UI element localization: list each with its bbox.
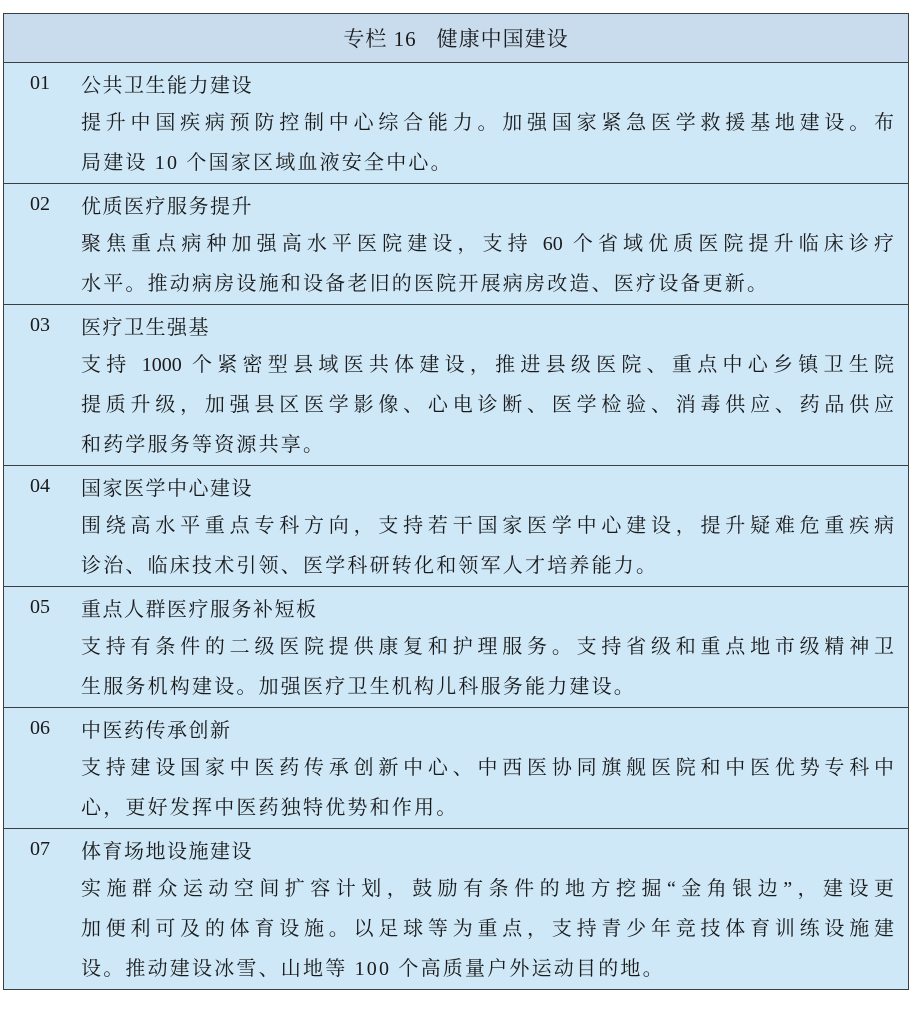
row-text-line: 局建设 10 个国家区域血液安全中心。: [81, 152, 453, 174]
table-row: [4, 63, 908, 184]
row-title: 国家医学中心建设: [81, 477, 253, 500]
row-body: [4, 224, 894, 304]
row-text-line: 设。推动建设冰雪、山地等 100 个高质量户外运动目的地。: [81, 958, 665, 980]
row-text-line: 诊治、临床技术引领、医学科研转化和领军人才培养能力。: [81, 555, 659, 577]
row-heading: [4, 708, 894, 748]
row-text-line: 和药学服务等资源共享。: [81, 434, 326, 456]
row-text-line: 提质升级，加强县区医学影像、心电诊断、医学检验、消毒供应、药品供应: [81, 394, 894, 416]
row-text-line: 加便利可及的体育设施。以足球等为重点，支持青少年竞技体育训练设施建: [81, 918, 894, 940]
row-body: [4, 506, 894, 586]
row-text-line: 围绕高水平重点专科方向，支持若干国家医学中心建设，提升疑难危重疾病: [81, 515, 894, 537]
row-number: 04: [30, 474, 50, 497]
row-title: 医疗卫生强基: [81, 316, 210, 339]
row-title: 中医药传承创新: [81, 719, 232, 742]
row-text-line: 水平。推动病房设施和设备老旧的医院开展病房改造、医疗设备更新。: [81, 273, 770, 295]
column-table: [3, 13, 909, 990]
row-text-line: 生服务机构建设。加强医疗卫生机构儿科服务能力建设。: [81, 676, 636, 698]
table-row: [4, 184, 908, 305]
row-text-line: 支持建设国家中医药传承创新中心、中西医协同旗舰医院和中医优势专科中: [81, 757, 894, 779]
table-row: [4, 829, 908, 989]
row-heading: [4, 829, 894, 869]
row-text-line: 聚焦重点病种加强高水平医院建设，支持 60 个省域优质医院提升临床诊疗: [81, 233, 894, 255]
row-title: 优质医疗服务提升: [81, 195, 253, 218]
row-body: [4, 748, 894, 828]
table-header: [4, 14, 908, 63]
column-label: 专栏 16: [343, 27, 417, 51]
row-title: 公共卫生能力建设: [81, 74, 253, 97]
table-row: [4, 708, 908, 829]
row-heading: [4, 305, 894, 345]
row-title: 重点人群医疗服务补短板: [81, 598, 318, 621]
row-number: 01: [30, 71, 50, 94]
row-text-line: 心，更好发挥中医药独特优势和作用。: [81, 797, 459, 819]
row-heading: [4, 466, 894, 506]
table-row: [4, 466, 908, 587]
row-title: 体育场地设施建设: [81, 840, 253, 863]
row-number: 07: [30, 837, 50, 860]
row-body: [4, 869, 894, 989]
table-row: [4, 305, 908, 466]
row-body: [4, 345, 894, 465]
row-number: 02: [30, 192, 50, 215]
column-title: 健康中国建设: [436, 27, 569, 51]
row-number: 06: [30, 716, 50, 739]
row-text-line: 实施群众运动空间扩容计划，鼓励有条件的地方挖掘“金角银边”，建设更: [81, 878, 894, 900]
table-row: [4, 587, 908, 708]
row-text-line: 支持有条件的二级医院提供康复和护理服务。支持省级和重点地市级精神卫: [81, 636, 894, 658]
row-text-line: 支持 1000 个紧密型县域医共体建设，推进县级医院、重点中心乡镇卫生院: [81, 354, 894, 376]
row-number: 03: [30, 313, 50, 336]
row-heading: [4, 587, 894, 627]
row-heading: [4, 63, 894, 103]
row-body: [4, 103, 894, 183]
row-body: [4, 627, 894, 707]
row-heading: [4, 184, 894, 224]
row-text-line: 提升中国疾病预防控制中心综合能力。加强国家紧急医学救援基地建设。布: [81, 112, 894, 134]
row-number: 05: [30, 595, 50, 618]
